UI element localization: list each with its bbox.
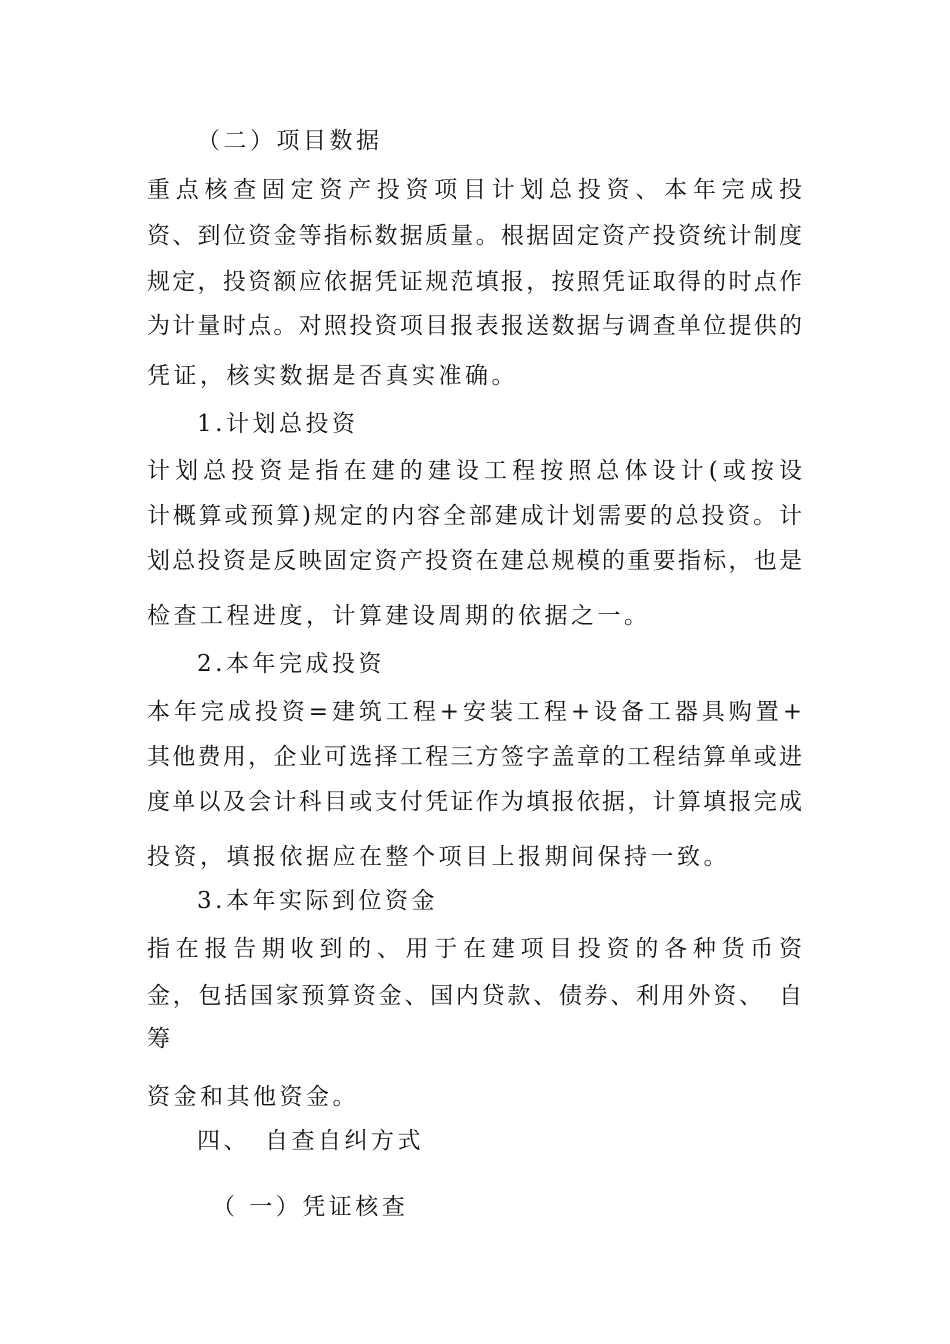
paragraph-line: 度单以及会计科目或支付凭证作为填报依据，计算填报完成 [147, 789, 802, 815]
paragraph-line: 金，包括国家预算资金、国内贷款、债券、利用外资、 自 [147, 983, 802, 1009]
paragraph-line: 本年完成投资=建筑工程+安装工程+设备工器具购置+ [147, 699, 802, 725]
paragraph-line: 指在报告期收到的、用于在建项目投资的各种货币资 [147, 936, 802, 962]
paragraph-line: 筹 [147, 1026, 174, 1052]
paragraph-line: 资金和其他资金。 [147, 1084, 359, 1110]
paragraph-line: 为计量时点。对照投资项目报表报送数据与调查单位提供的 [147, 313, 802, 339]
paragraph-line: 计划总投资是指在建的建设工程按照总体设计(或按设 [147, 458, 802, 484]
paragraph-line: 其他费用，企业可选择工程三方签字盖章的工程结算单或进 [147, 744, 802, 770]
paragraph-line: 凭证，核实数据是否真实准确。 [147, 363, 518, 389]
paragraph-line: 投资，填报依据应在整个项目上报期间保持一致。 [147, 844, 730, 870]
subsection-heading-voucher-check: （ 一）凭证核查 [212, 1194, 409, 1220]
paragraph-line: 重点核查固定资产投资项目计划总投资、本年完成投 [147, 177, 802, 203]
paragraph-line: 计概算或预算)规定的内容全部建成计划需要的总投资。计 [147, 503, 802, 529]
subsection-heading-annual-completed: 2.本年完成投资 [197, 651, 385, 677]
section-heading-project-data: （二）项目数据 [197, 128, 383, 154]
subsection-heading-planned-investment: 1.计划总投资 [197, 411, 359, 437]
paragraph-line: 划总投资是反映固定资产投资在建总规模的重要指标，也是 [147, 548, 802, 574]
section-heading-self-check: 四、 自查自纠方式 [197, 1128, 424, 1154]
paragraph-line: 规定，投资额应依据凭证规范填报，按照凭证取得的时点作 [147, 269, 802, 295]
paragraph-line: 资、到位资金等指标数据质量。根据固定资产投资统计制度 [147, 223, 802, 249]
subsection-heading-actual-funds: 3.本年实际到位资金 [197, 888, 438, 914]
paragraph-line: 检查工程进度，计算建设周期的依据之一。 [147, 603, 651, 629]
